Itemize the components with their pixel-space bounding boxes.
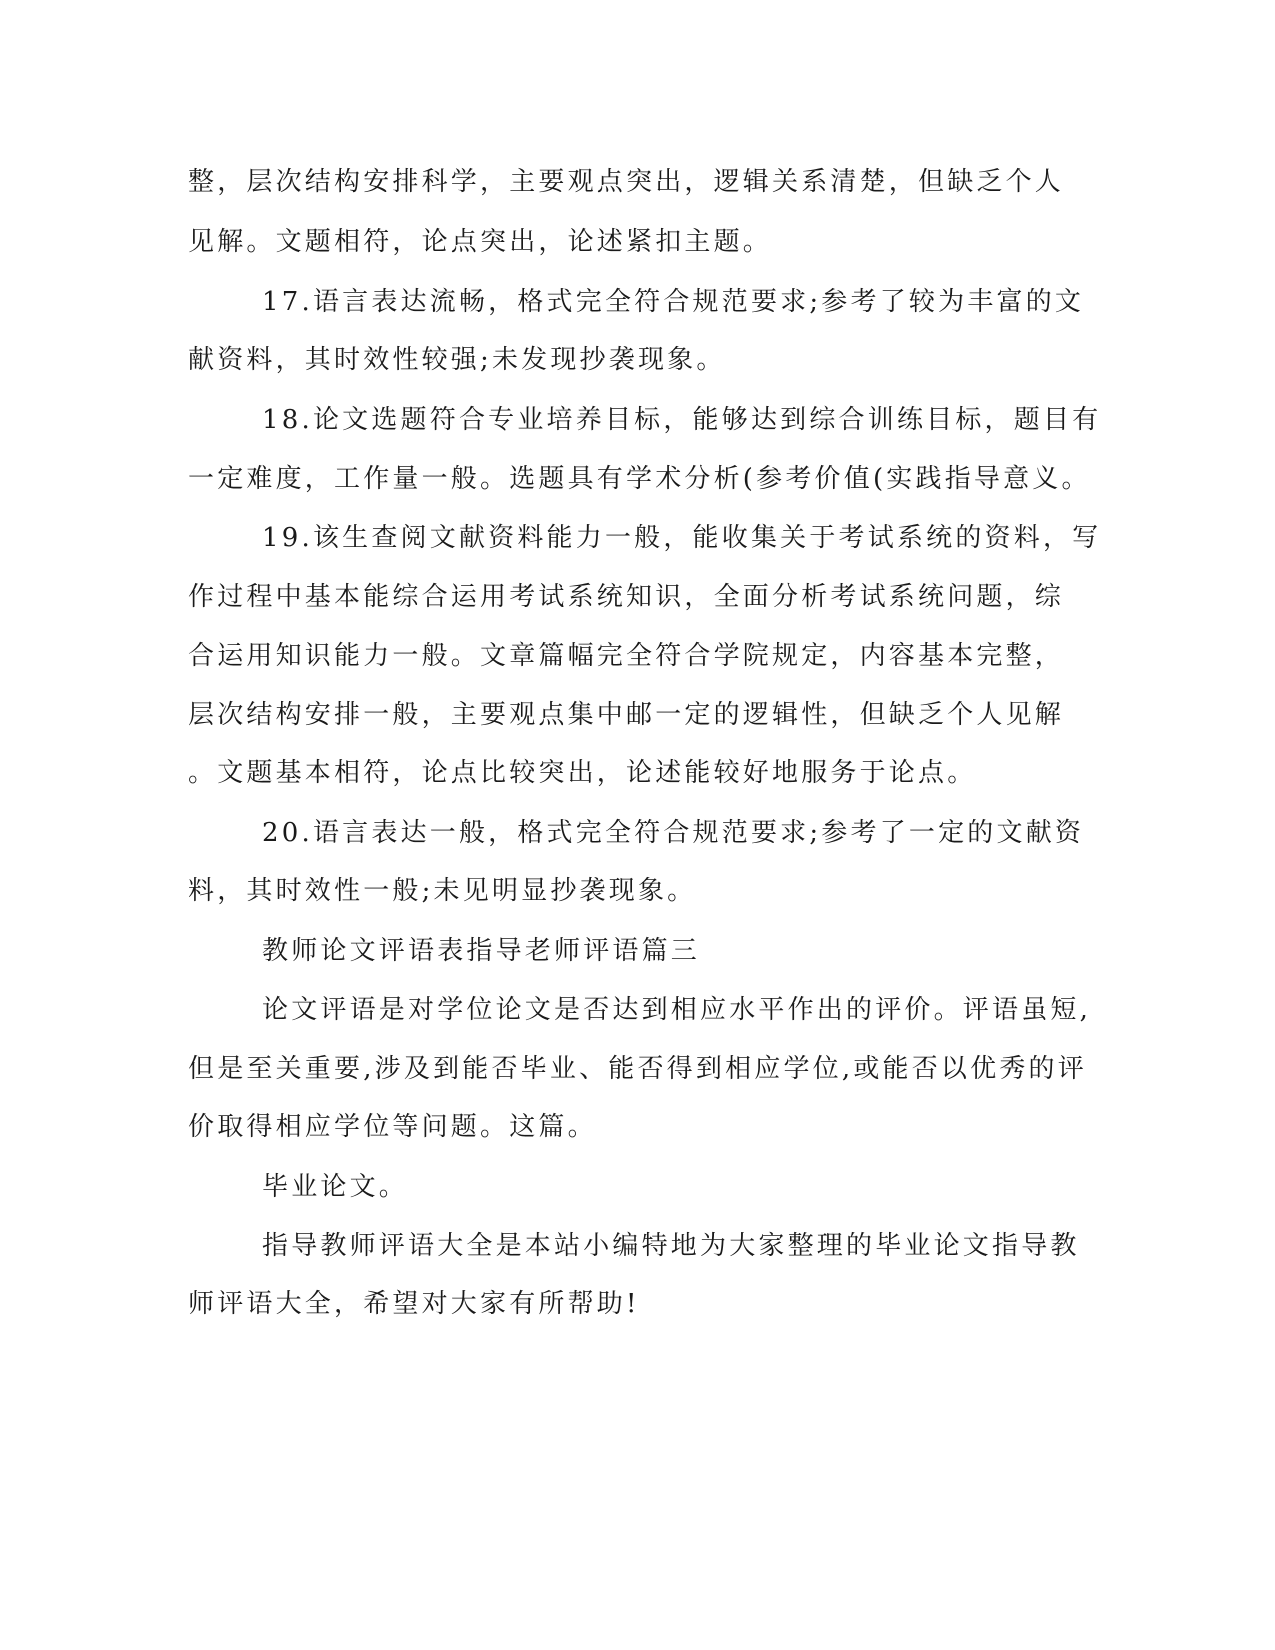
text-line: 见解。文题相符，论点突出，论述紧扣主题。 [188,227,773,257]
text-line: 料，其时效性一般;未见明显抄袭现象。 [188,876,697,906]
paragraph-17-line: 17.语言表达流畅，格式完全符合规范要求;参考了较为丰富的文 [262,287,1085,317]
paragraph-line: 毕业论文。 [262,1172,409,1202]
text-line: 但是至关重要,涉及到能否毕业、能否得到相应学位,或能否以优秀的评 [188,1054,1087,1084]
paragraph-18-line: 18.论文选题符合专业培养目标，能够达到综合训练目标，题目有 [262,405,1102,435]
paragraph-19-line: 19.该生查阅文献资料能力一般，能收集关于考试系统的资料，写 [262,523,1102,553]
section-heading: 教师论文评语表指导老师评语篇三 [262,936,701,966]
text-line: 层次结构安排一般，主要观点集中邮一定的逻辑性，但缺乏个人见解 [188,700,1065,730]
text-line: 价取得相应学位等问题。这篇。 [188,1112,597,1142]
paragraph-line: 论文评语是对学位论文是否达到相应水平作出的评价。评语虽短, [262,995,1092,1025]
paragraph-20-line: 20.语言表达一般，格式完全符合规范要求;参考了一定的文献资 [262,818,1085,848]
text-line: 作过程中基本能综合运用考试系统知识，全面分析考试系统问题，综 [188,582,1065,612]
text-line: 一定难度，工作量一般。选题具有学术分析(参考价值(实践指导意义。 [188,464,1091,494]
text-line: 合运用知识能力一般。文章篇幅完全符合学院规定，内容基本完整， [188,641,1065,671]
paragraph-line: 指导教师评语大全是本站小编特地为大家整理的毕业论文指导教 [262,1231,1080,1261]
text-line: 献资料，其时效性较强;未发现抄袭现象。 [188,345,726,375]
text-line: 。文题基本相符，论点比较突出，论述能较好地服务于论点。 [188,758,977,788]
text-line: 师评语大全，希望对大家有所帮助! [188,1289,640,1319]
text-line: 整，层次结构安排科学，主要观点突出，逻辑关系清楚，但缺乏个人 [188,167,1065,197]
